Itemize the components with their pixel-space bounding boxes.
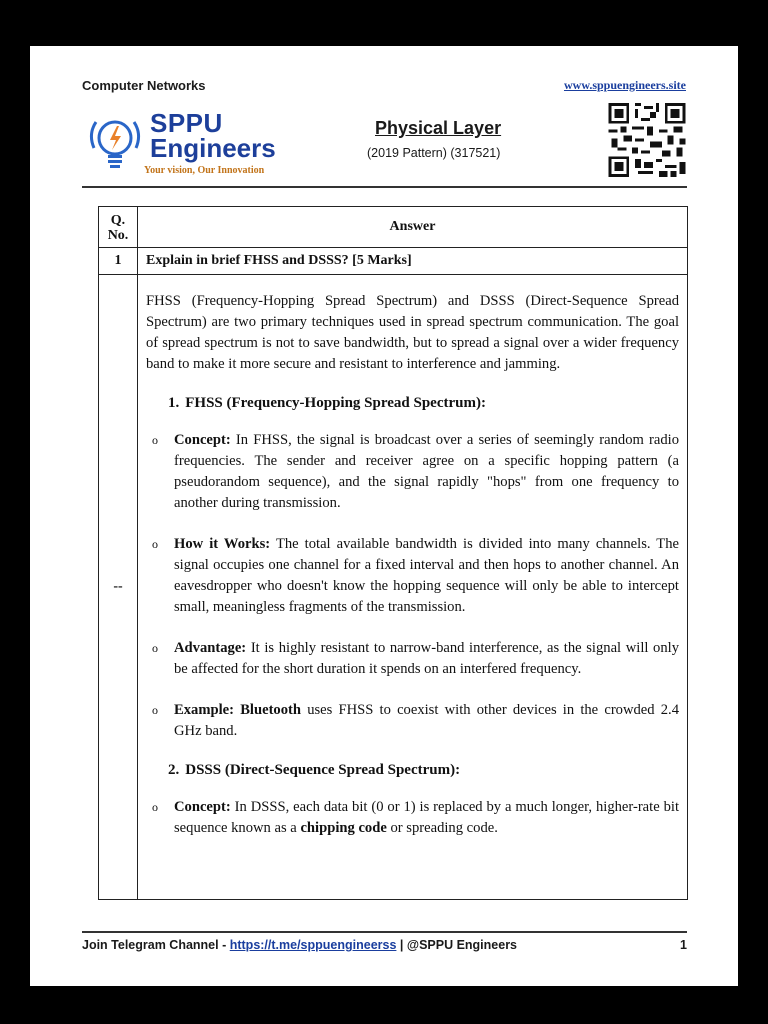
- lightbulb-icon: [86, 114, 144, 174]
- col-header-answer: Answer: [138, 207, 688, 248]
- bullet-icon: o: [152, 641, 158, 655]
- page-title: Physical Layer: [375, 118, 502, 138]
- brand-logo: [82, 108, 322, 178]
- list-item: o How it Works: The total available bandwidth is divided into many channels. The signal occupies one channel for a fixed interval and then hops to another channel. An eavesdropper who doesn't know the hopping sequence will only be able to intercept small, meaningless fragments of the transmission.: [146, 534, 679, 618]
- bullet-icon: o: [152, 433, 158, 447]
- qa-table: [98, 206, 688, 900]
- qr-code-icon[interactable]: [608, 103, 686, 177]
- col-header-qno: Q. No.: [99, 207, 138, 248]
- logo-text-sppu: SPPU: [150, 108, 223, 138]
- footer-divider: [82, 931, 687, 933]
- website-link[interactable]: www.sppuengineers.site: [563, 78, 686, 92]
- subject-label: Computer Networks: [82, 78, 206, 93]
- footer: [82, 938, 687, 952]
- bullet-icon: o: [152, 800, 158, 814]
- telegram-link[interactable]: https://t.me/sppuengineerss: [229, 938, 397, 952]
- question-number: 1: [99, 248, 138, 275]
- answer-number: --: [99, 275, 138, 900]
- header-divider: [82, 186, 687, 188]
- footer-prefix: Join Telegram Channel -: [82, 938, 230, 952]
- logo-tagline: Your vision, Our Innovation: [144, 165, 265, 176]
- question-text: Explain in brief FHSS and DSSS? [5 Marks]: [138, 248, 688, 275]
- bullet-icon: o: [152, 703, 158, 717]
- list-item: o Example: Bluetooth uses FHSS to coexist with other devices in the crowded 2.4 GHz band.: [146, 700, 679, 742]
- footer-handle: @SPPU Engineers: [406, 938, 518, 952]
- document-page: [30, 46, 738, 986]
- answer-intro: FHSS (Frequency-Hopping Spread Spectrum) and DSSS (Direct-Sequence Spread Spectrum) are two primary techniques used in spread spectrum communication. The goal of spread spectrum is not to save bandwidth, but to spread a signal over a wider frequency band to make it more secure and resistant to interference and jamming.: [146, 293, 679, 372]
- answer-body: [138, 275, 688, 900]
- table-header-row: [99, 207, 688, 248]
- section-heading-dsss: 2. DSSS (Direct-Sequence Spread Spectrum):: [168, 762, 461, 778]
- footer-separator: |: [396, 938, 407, 952]
- list-item: o Concept: In FHSS, the signal is broadcast over a series of seemingly random radio frequencies. The sender and receiver agree on a specific hopping pattern (a pseudorandom sequence), and the signal rapidly "hops" from one frequency to another during transmission.: [146, 430, 679, 514]
- page-number: 1: [680, 938, 687, 952]
- page-subtitle: (2019 Pattern) (317521): [367, 146, 501, 160]
- list-item: o Concept: In DSSS, each data bit (0 or 1) is replaced by a much longer, higher-rate bit sequence known as a chipping code or spreading code.: [146, 797, 679, 839]
- answer-row: [99, 275, 688, 900]
- list-item: o Advantage: It is highly resistant to narrow-band interference, as the signal will only be affected for the short duration it spends on an interfered frequency.: [146, 638, 679, 680]
- bullet-icon: o: [152, 537, 158, 551]
- logo-text-engineers: Engineers: [150, 133, 276, 163]
- question-row: [99, 248, 688, 275]
- section-heading-fhss: 1. FHSS (Frequency-Hopping Spread Spectrum):: [168, 395, 486, 411]
